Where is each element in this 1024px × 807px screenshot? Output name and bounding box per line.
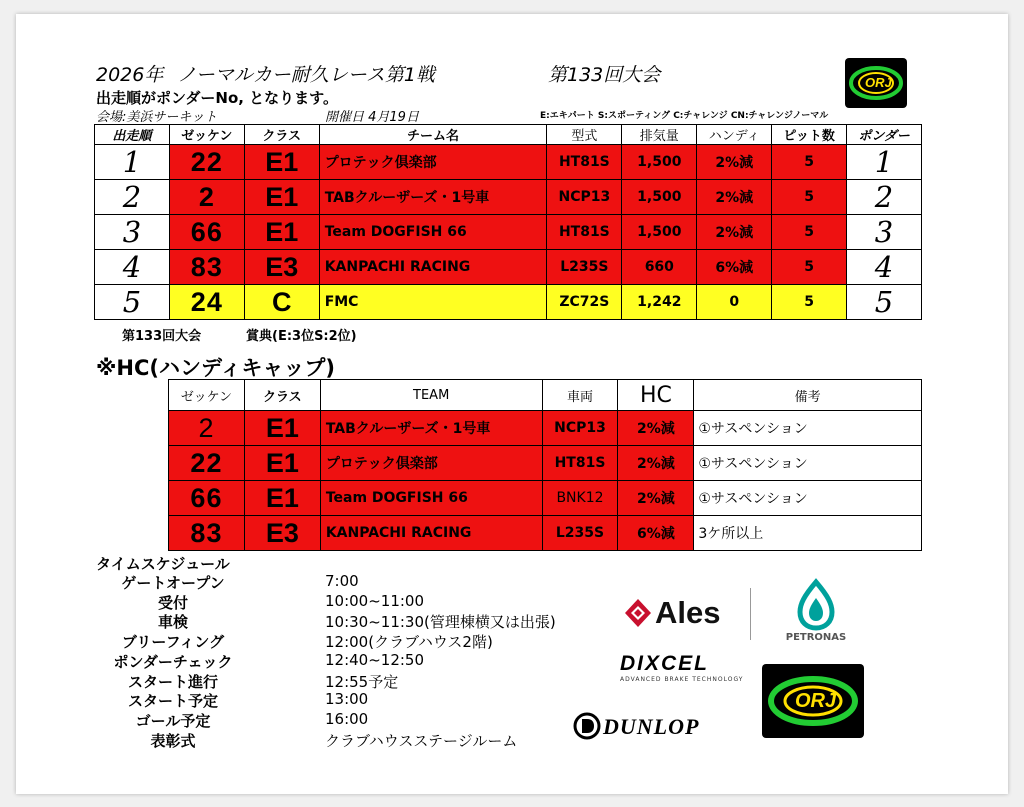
car-class: C bbox=[244, 285, 319, 320]
dixcel-tagline: ADVANCED BRAKE TECHNOLOGY bbox=[620, 676, 744, 683]
orj-logo-large-text: ORJ bbox=[795, 690, 837, 712]
team-name: FMC bbox=[319, 285, 547, 320]
hc-team-name: KANPACHI RACING bbox=[320, 516, 542, 551]
start-order: 3 bbox=[95, 215, 170, 250]
dunlop-flying-d-icon bbox=[573, 712, 601, 740]
table-row bbox=[95, 285, 922, 320]
car-class: E1 bbox=[244, 215, 319, 250]
start-order: 2 bbox=[95, 180, 170, 215]
col-pits: ピット数 bbox=[772, 125, 847, 145]
hc-remark: ①サスペンション bbox=[694, 481, 922, 516]
schedule-value: 12:00(クラブハウス2階) bbox=[325, 633, 493, 651]
prize-text: 賞典(E:3位S:2位) bbox=[246, 329, 357, 344]
schedule-value: 12:55予定 bbox=[325, 673, 399, 691]
handicap: 2%減 bbox=[697, 215, 772, 250]
team-name: Team DOGFISH 66 bbox=[319, 215, 547, 250]
hc-vehicle: BNK12 bbox=[542, 481, 618, 516]
title-year: 2026年 bbox=[96, 64, 164, 86]
ales-logo-text: Ales bbox=[655, 595, 721, 630]
dunlop-logo-text: DUNLOP bbox=[603, 714, 700, 739]
hc-col-hc: HC bbox=[618, 380, 694, 411]
team-name: プロテック倶楽部 bbox=[319, 145, 547, 180]
orj-logo-text: ORJ bbox=[865, 75, 892, 90]
ponder-number: 3 bbox=[847, 215, 922, 250]
ales-logo bbox=[623, 597, 751, 639]
ales-mark-icon bbox=[623, 597, 653, 633]
pit-count: 5 bbox=[772, 145, 847, 180]
hc-vehicle: HT81S bbox=[542, 446, 618, 481]
title-event: ノーマルカー耐久レース第1戦 bbox=[177, 64, 435, 86]
entry-table-header bbox=[95, 125, 922, 145]
displacement: 1,242 bbox=[622, 285, 697, 320]
hc-vehicle: L235S bbox=[542, 516, 618, 551]
schedule-label: スタート予定 bbox=[127, 692, 218, 710]
petronas-logo bbox=[776, 578, 856, 648]
table-row bbox=[169, 446, 922, 481]
handicap: 2%減 bbox=[697, 180, 772, 215]
entry-table bbox=[94, 124, 922, 320]
displacement: 1,500 bbox=[622, 180, 697, 215]
col-handicap: ハンディ bbox=[697, 125, 772, 145]
schedule-value: 10:30~11:30(管理棟横又は出張) bbox=[325, 613, 556, 631]
car-model: NCP13 bbox=[547, 180, 622, 215]
venue-label: 会場:美浜サーキット bbox=[96, 110, 218, 125]
col-ponder: ポンダー bbox=[847, 125, 922, 145]
class-legend: E:エキパート S:スポーティング C:チャレンジ CN:チャレンジノーマル bbox=[540, 111, 829, 121]
ponder-number: 5 bbox=[847, 285, 922, 320]
prize-edition: 第133回大会 bbox=[122, 329, 202, 344]
hc-remark: ①サスペンション bbox=[694, 411, 922, 446]
table-row bbox=[169, 516, 922, 551]
car-model: L235S bbox=[547, 250, 622, 285]
table-row bbox=[95, 215, 922, 250]
event-date: 開催日 4月19日 bbox=[325, 110, 419, 125]
hc-car-number: 2 bbox=[169, 411, 245, 446]
hc-col-remark: 備考 bbox=[694, 380, 922, 411]
petronas-drop-icon bbox=[776, 578, 856, 632]
car-model: HT81S bbox=[547, 145, 622, 180]
hc-car-class: E1 bbox=[244, 411, 320, 446]
hc-table bbox=[168, 379, 922, 551]
dixcel-logo-text: DIXCEL bbox=[620, 652, 710, 675]
petronas-logo-text: PETRONAS bbox=[785, 632, 847, 643]
handicap: 0 bbox=[697, 285, 772, 320]
col-model: 型式 bbox=[547, 125, 622, 145]
team-name: TABクルーザーズ・1号車 bbox=[319, 180, 547, 215]
hc-section-title: ※HC(ハンディキャップ) bbox=[96, 356, 335, 380]
car-model: HT81S bbox=[547, 215, 622, 250]
dunlop-logo bbox=[573, 712, 748, 744]
start-order: 4 bbox=[95, 250, 170, 285]
col-number: ゼッケン bbox=[169, 125, 244, 145]
title-edition: 第133回大会 bbox=[548, 64, 661, 86]
schedule-value: 16:00 bbox=[325, 710, 369, 728]
schedule-label: 受付 bbox=[157, 594, 188, 612]
schedule-value: クラブハウスステージルーム bbox=[325, 732, 518, 750]
car-number: 2 bbox=[169, 180, 244, 215]
col-displacement: 排気量 bbox=[622, 125, 697, 145]
dixcel-logo bbox=[620, 652, 746, 686]
hc-col-number: ゼッケン bbox=[169, 380, 245, 411]
hc-car-class: E1 bbox=[244, 481, 320, 516]
car-class: E1 bbox=[244, 180, 319, 215]
handicap: 2%減 bbox=[697, 145, 772, 180]
orj-logo-small bbox=[845, 58, 907, 108]
table-row bbox=[95, 250, 922, 285]
displacement: 1,500 bbox=[622, 215, 697, 250]
schedule-label: スタート進行 bbox=[127, 673, 218, 691]
car-number: 22 bbox=[169, 145, 244, 180]
car-model: ZC72S bbox=[547, 285, 622, 320]
pit-count: 5 bbox=[772, 180, 847, 215]
pit-count: 5 bbox=[772, 215, 847, 250]
pit-count: 5 bbox=[772, 285, 847, 320]
hc-car-class: E1 bbox=[244, 446, 320, 481]
schedule-label: 表彰式 bbox=[150, 732, 196, 750]
schedule-value: 7:00 bbox=[325, 572, 359, 590]
start-order: 5 bbox=[95, 285, 170, 320]
orj-logo-large bbox=[762, 664, 864, 738]
hc-team-name: Team DOGFISH 66 bbox=[320, 481, 542, 516]
hc-car-number: 22 bbox=[169, 446, 245, 481]
schedule-value: 10:00~11:00 bbox=[325, 592, 425, 610]
ponder-number: 1 bbox=[847, 145, 922, 180]
col-start-order: 出走順 bbox=[95, 125, 170, 145]
car-class: E3 bbox=[244, 250, 319, 285]
schedule-label: 車検 bbox=[157, 613, 188, 631]
schedule-value: 13:00 bbox=[325, 690, 369, 708]
schedule-label: ゲートオープン bbox=[121, 574, 225, 592]
ponder-number: 2 bbox=[847, 180, 922, 215]
handicap: 6%減 bbox=[697, 250, 772, 285]
hc-value: 2%減 bbox=[618, 481, 694, 516]
schedule-label: ポンダーチェック bbox=[113, 653, 233, 671]
hc-remark: 3ケ所以上 bbox=[694, 516, 922, 551]
hc-vehicle: NCP13 bbox=[542, 411, 618, 446]
car-number: 24 bbox=[169, 285, 244, 320]
displacement: 1,500 bbox=[622, 145, 697, 180]
ponder-number: 4 bbox=[847, 250, 922, 285]
table-row bbox=[169, 481, 922, 516]
pit-count: 5 bbox=[772, 250, 847, 285]
col-team: チーム名 bbox=[319, 125, 547, 145]
hc-col-vehicle: 車両 bbox=[542, 380, 618, 411]
schedule-title: タイムスケジュール bbox=[96, 555, 230, 573]
hc-value: 6%減 bbox=[618, 516, 694, 551]
hc-table-header bbox=[169, 380, 922, 411]
table-row bbox=[169, 411, 922, 446]
start-order: 1 bbox=[95, 145, 170, 180]
team-name: KANPACHI RACING bbox=[319, 250, 547, 285]
hc-team-name: プロテック倶楽部 bbox=[320, 446, 542, 481]
schedule-label: ゴール予定 bbox=[135, 712, 211, 730]
schedule-value: 12:40~12:50 bbox=[325, 651, 425, 669]
hc-value: 2%減 bbox=[618, 446, 694, 481]
col-class: クラス bbox=[244, 125, 319, 145]
logo-divider bbox=[750, 588, 751, 640]
displacement: 660 bbox=[622, 250, 697, 285]
table-row bbox=[95, 180, 922, 215]
document-title bbox=[96, 60, 435, 87]
car-number: 83 bbox=[169, 250, 244, 285]
car-class: E1 bbox=[244, 145, 319, 180]
hc-col-class: クラス bbox=[244, 380, 320, 411]
hc-car-number: 66 bbox=[169, 481, 245, 516]
hc-value: 2%減 bbox=[618, 411, 694, 446]
schedule-label: ブリーフィング bbox=[121, 633, 225, 651]
car-number: 66 bbox=[169, 215, 244, 250]
table-row bbox=[95, 145, 922, 180]
hc-car-number: 83 bbox=[169, 516, 245, 551]
hc-car-class: E3 bbox=[244, 516, 320, 551]
hc-team-name: TABクルーザーズ・1号車 bbox=[320, 411, 542, 446]
start-order-note: 出走順がポンダーNo, となります。 bbox=[96, 89, 338, 107]
hc-col-team: TEAM bbox=[320, 380, 542, 411]
hc-remark: ①サスペンション bbox=[694, 446, 922, 481]
